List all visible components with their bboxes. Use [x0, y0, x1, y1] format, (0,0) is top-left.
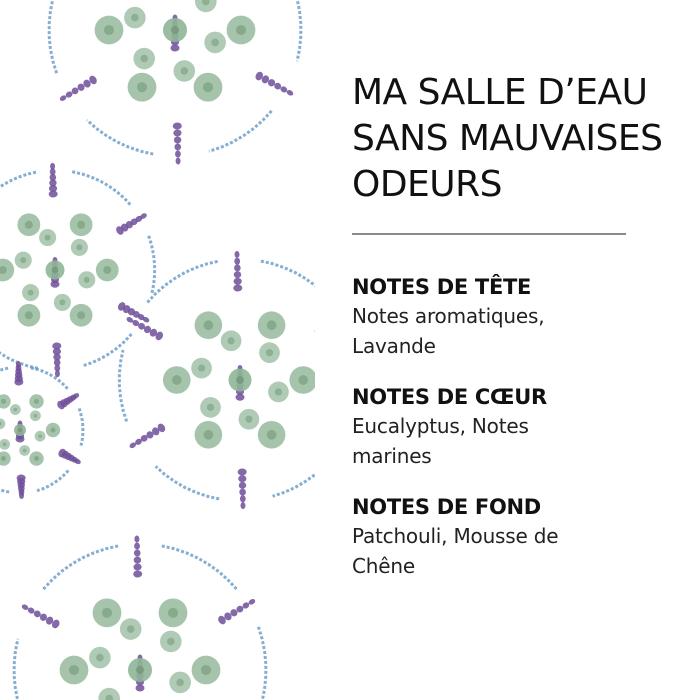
top-notes-heading: NOTES DE TÊTE — [352, 275, 532, 299]
lavender-sprig — [57, 447, 83, 467]
lavender-sprig — [254, 70, 295, 98]
kaleidoscope-motif — [49, 0, 301, 165]
lavender-sprig — [313, 309, 315, 338]
botanical-pattern — [0, 0, 315, 700]
kaleidoscope-motif — [14, 535, 266, 700]
lavender-sprig — [132, 535, 142, 577]
lavender-sprig — [232, 251, 242, 292]
title-line-3: ODEURS — [352, 164, 503, 205]
water-splash — [0, 368, 9, 390]
kaleidoscope-motif — [119, 251, 315, 509]
lavender-sprig — [217, 596, 258, 626]
heart-notes-section — [352, 383, 692, 471]
lavender-sprig — [20, 602, 61, 630]
base-notes-heading: NOTES DE FOND — [352, 495, 541, 519]
water-splash — [0, 475, 9, 492]
water-splash — [0, 172, 38, 206]
water-splash — [209, 111, 272, 151]
botanical-pattern-art — [0, 0, 315, 700]
kaleidoscope-motif — [0, 163, 155, 378]
page-title — [352, 70, 692, 208]
lavender-sprig — [58, 74, 99, 104]
water-splash — [43, 546, 118, 589]
lavender-sprig — [52, 342, 62, 377]
water-splash — [14, 639, 21, 700]
base-notes-text: Patchouli, Mousse de Chêne — [352, 524, 559, 578]
water-splash — [82, 334, 132, 366]
water-splash — [147, 261, 219, 302]
water-splash — [87, 120, 153, 154]
lavender-sprig — [173, 122, 183, 164]
water-splash — [162, 546, 237, 589]
lavender-sprig — [56, 390, 82, 410]
water-splash — [49, 0, 56, 73]
kaleidoscope-motif — [0, 361, 83, 499]
water-splash — [72, 172, 131, 206]
water-splash — [149, 236, 155, 295]
lavender-sprig — [48, 163, 58, 198]
title-line-2: SANS MAUVAISES — [352, 118, 663, 159]
lavender-sprig — [17, 474, 27, 499]
lavender-sprig — [238, 468, 248, 509]
water-splash — [37, 471, 68, 491]
lavender-sprig — [115, 210, 149, 236]
water-splash — [261, 261, 315, 302]
top-notes-text: Notes aromatiques, Lavande — [352, 304, 545, 358]
base-notes-section — [352, 493, 692, 581]
title-line-1: MA SALLE D’EAU — [352, 72, 648, 113]
water-splash — [31, 368, 68, 390]
top-notes-section — [352, 273, 692, 361]
water-splash — [119, 350, 126, 421]
divider — [352, 233, 626, 235]
water-splash — [79, 408, 83, 445]
heart-notes-text: Eucalyptus, Notes marines — [352, 414, 529, 468]
water-splash — [293, 0, 300, 61]
fragrance-info — [352, 70, 692, 603]
water-splash — [273, 458, 315, 497]
lavender-sprig — [127, 422, 166, 451]
heart-notes-heading: NOTES DE CŒUR — [352, 385, 547, 409]
water-splash — [156, 466, 220, 499]
water-splash — [258, 627, 265, 700]
